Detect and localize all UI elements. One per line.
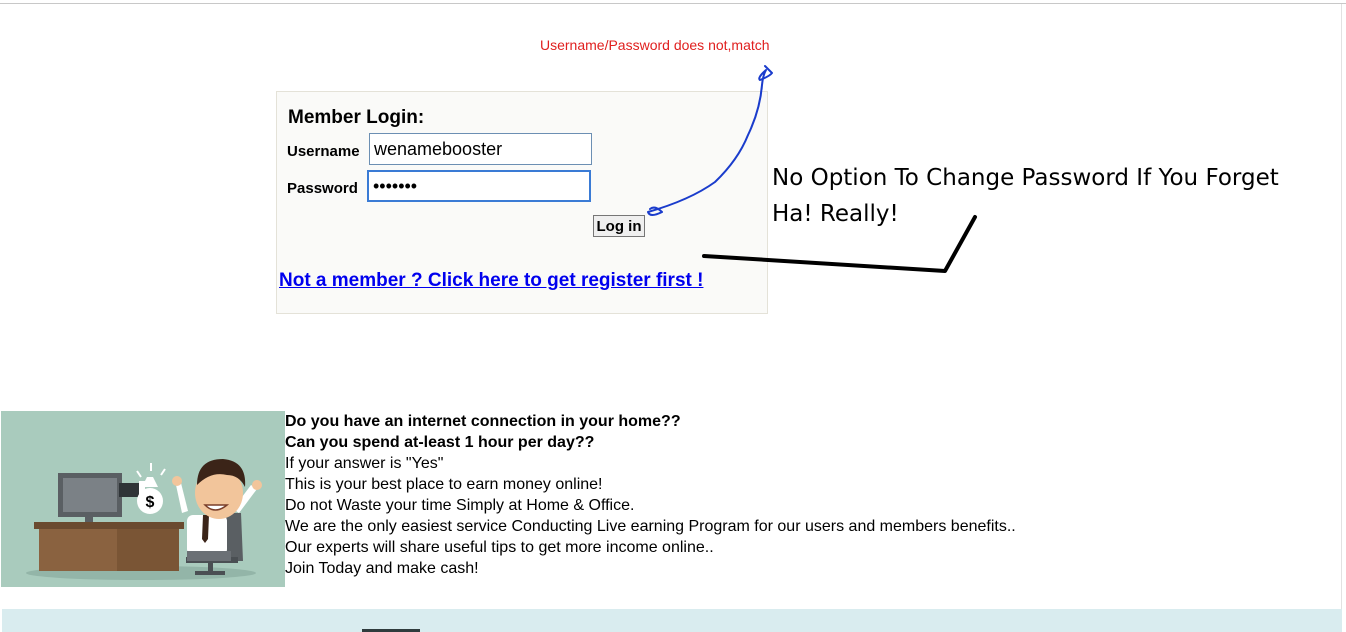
login-button[interactable]: Log in xyxy=(593,215,645,237)
dollar-sign: $ xyxy=(145,494,155,511)
annotation-line-2: Ha! Really! xyxy=(772,201,899,227)
login-title: Member Login: xyxy=(288,107,425,128)
earn-money-illustration xyxy=(1,411,285,587)
username-input[interactable] xyxy=(369,133,592,165)
login-box xyxy=(276,91,768,314)
left-hand xyxy=(172,476,182,486)
username-label: Username xyxy=(287,143,360,160)
promo-line-2: Can you spend at-least 1 hour per day?? xyxy=(285,434,595,451)
register-link[interactable]: Not a member ? Click here to get register first ! xyxy=(279,270,704,291)
password-input[interactable] xyxy=(367,170,591,202)
promo-line-1: Do you have an internet connection in your home?? xyxy=(285,413,681,430)
right-hand xyxy=(252,480,262,490)
password-label: Password xyxy=(287,180,358,197)
right-border xyxy=(1341,4,1342,614)
promo-text xyxy=(285,411,1016,579)
top-border xyxy=(0,3,1346,4)
footer-band xyxy=(2,609,1342,632)
promo-line-5: Do not Waste your time Simply at Home & Office. xyxy=(285,497,635,514)
annotation-note xyxy=(772,160,1279,232)
promo-line-4: This is your best place to earn money online! xyxy=(285,476,603,493)
login-error-message: Username/Password does not,match xyxy=(540,37,770,53)
desk-icon xyxy=(34,522,184,571)
promo-line-3: If your answer is "Yes" xyxy=(285,455,444,472)
promo-line-6: We are the only easiest service Conducting Live earning Program for our users and members benefits.. xyxy=(285,518,1016,535)
trousers xyxy=(187,551,231,561)
annotation-line-1: No Option To Change Password If You Forget xyxy=(772,165,1279,191)
promo-line-8: Join Today and make cash! xyxy=(285,560,479,577)
promo-line-7: Our experts will share useful tips to get more income online.. xyxy=(285,539,714,556)
tie xyxy=(202,515,209,543)
